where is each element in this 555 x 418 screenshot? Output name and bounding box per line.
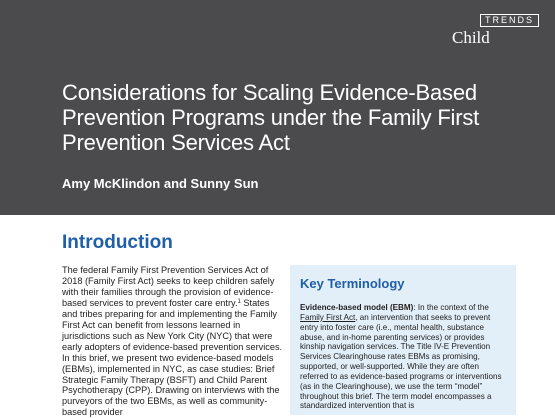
introduction-paragraph <box>62 265 284 418</box>
introduction-text-part1: The federal Family First Prevention Services Act of 2018 (Family First Act) seeks to keep children safely with their families through the provision of evidence-based services to prevent foster care entry. <box>62 265 275 308</box>
key-terminology-definition <box>300 303 506 411</box>
authors: Amy McKlindon and Sunny Sun <box>62 176 259 191</box>
introduction-text-part2: States and tribes preparing for and implementing the Family First Act can benefit from lessons learned in jurisdictions such as New York City (NYC) that were early adopters of evidence-based prevention services. In this brief, we present two evidence-based models (EBMs), implemented in NYC, as case studies: Brief Strategic Family Therapy (BSFT) and Child Parent Psychotherapy (CPP). Drawing on interviews with the purveyors of the two EBMs, as well as community-based provider <box>62 297 283 418</box>
logo-child-text: Child <box>452 28 490 47</box>
term-name: Evidence-based model (EBM) <box>300 303 414 312</box>
key-terminology-box <box>290 265 516 415</box>
logo-trends-text: TRENDS <box>480 14 539 27</box>
definition-text-part2: , an intervention that seeks to prevent entry into foster care (i.e., mental health, substance abuse, and in-home parenting services) or provides kinship navigation services. The Title IV-E Prevention Services Clearinghouse rates EBMs as promising, supported, or well-supported. While they are often referred to as evidence-based programs or interventions (as in the Clearinghouse), we use the term “model” throughout this brief. The term model encompasses a standardized intervention that is <box>300 312 502 411</box>
child-trends-logo[interactable] <box>446 14 546 48</box>
key-terminology-heading: Key Terminology <box>300 276 405 291</box>
footnote-marker[interactable]: 1 <box>237 298 241 305</box>
family-first-act-link[interactable]: Family First Act <box>300 312 356 322</box>
definition-text-part1: : In the context of the <box>413 303 489 312</box>
document-title: Considerations for Scaling Evidence-Based Prevention Programs under the Family First Prevention Services Act <box>62 80 480 155</box>
introduction-heading: Introduction <box>62 232 173 253</box>
